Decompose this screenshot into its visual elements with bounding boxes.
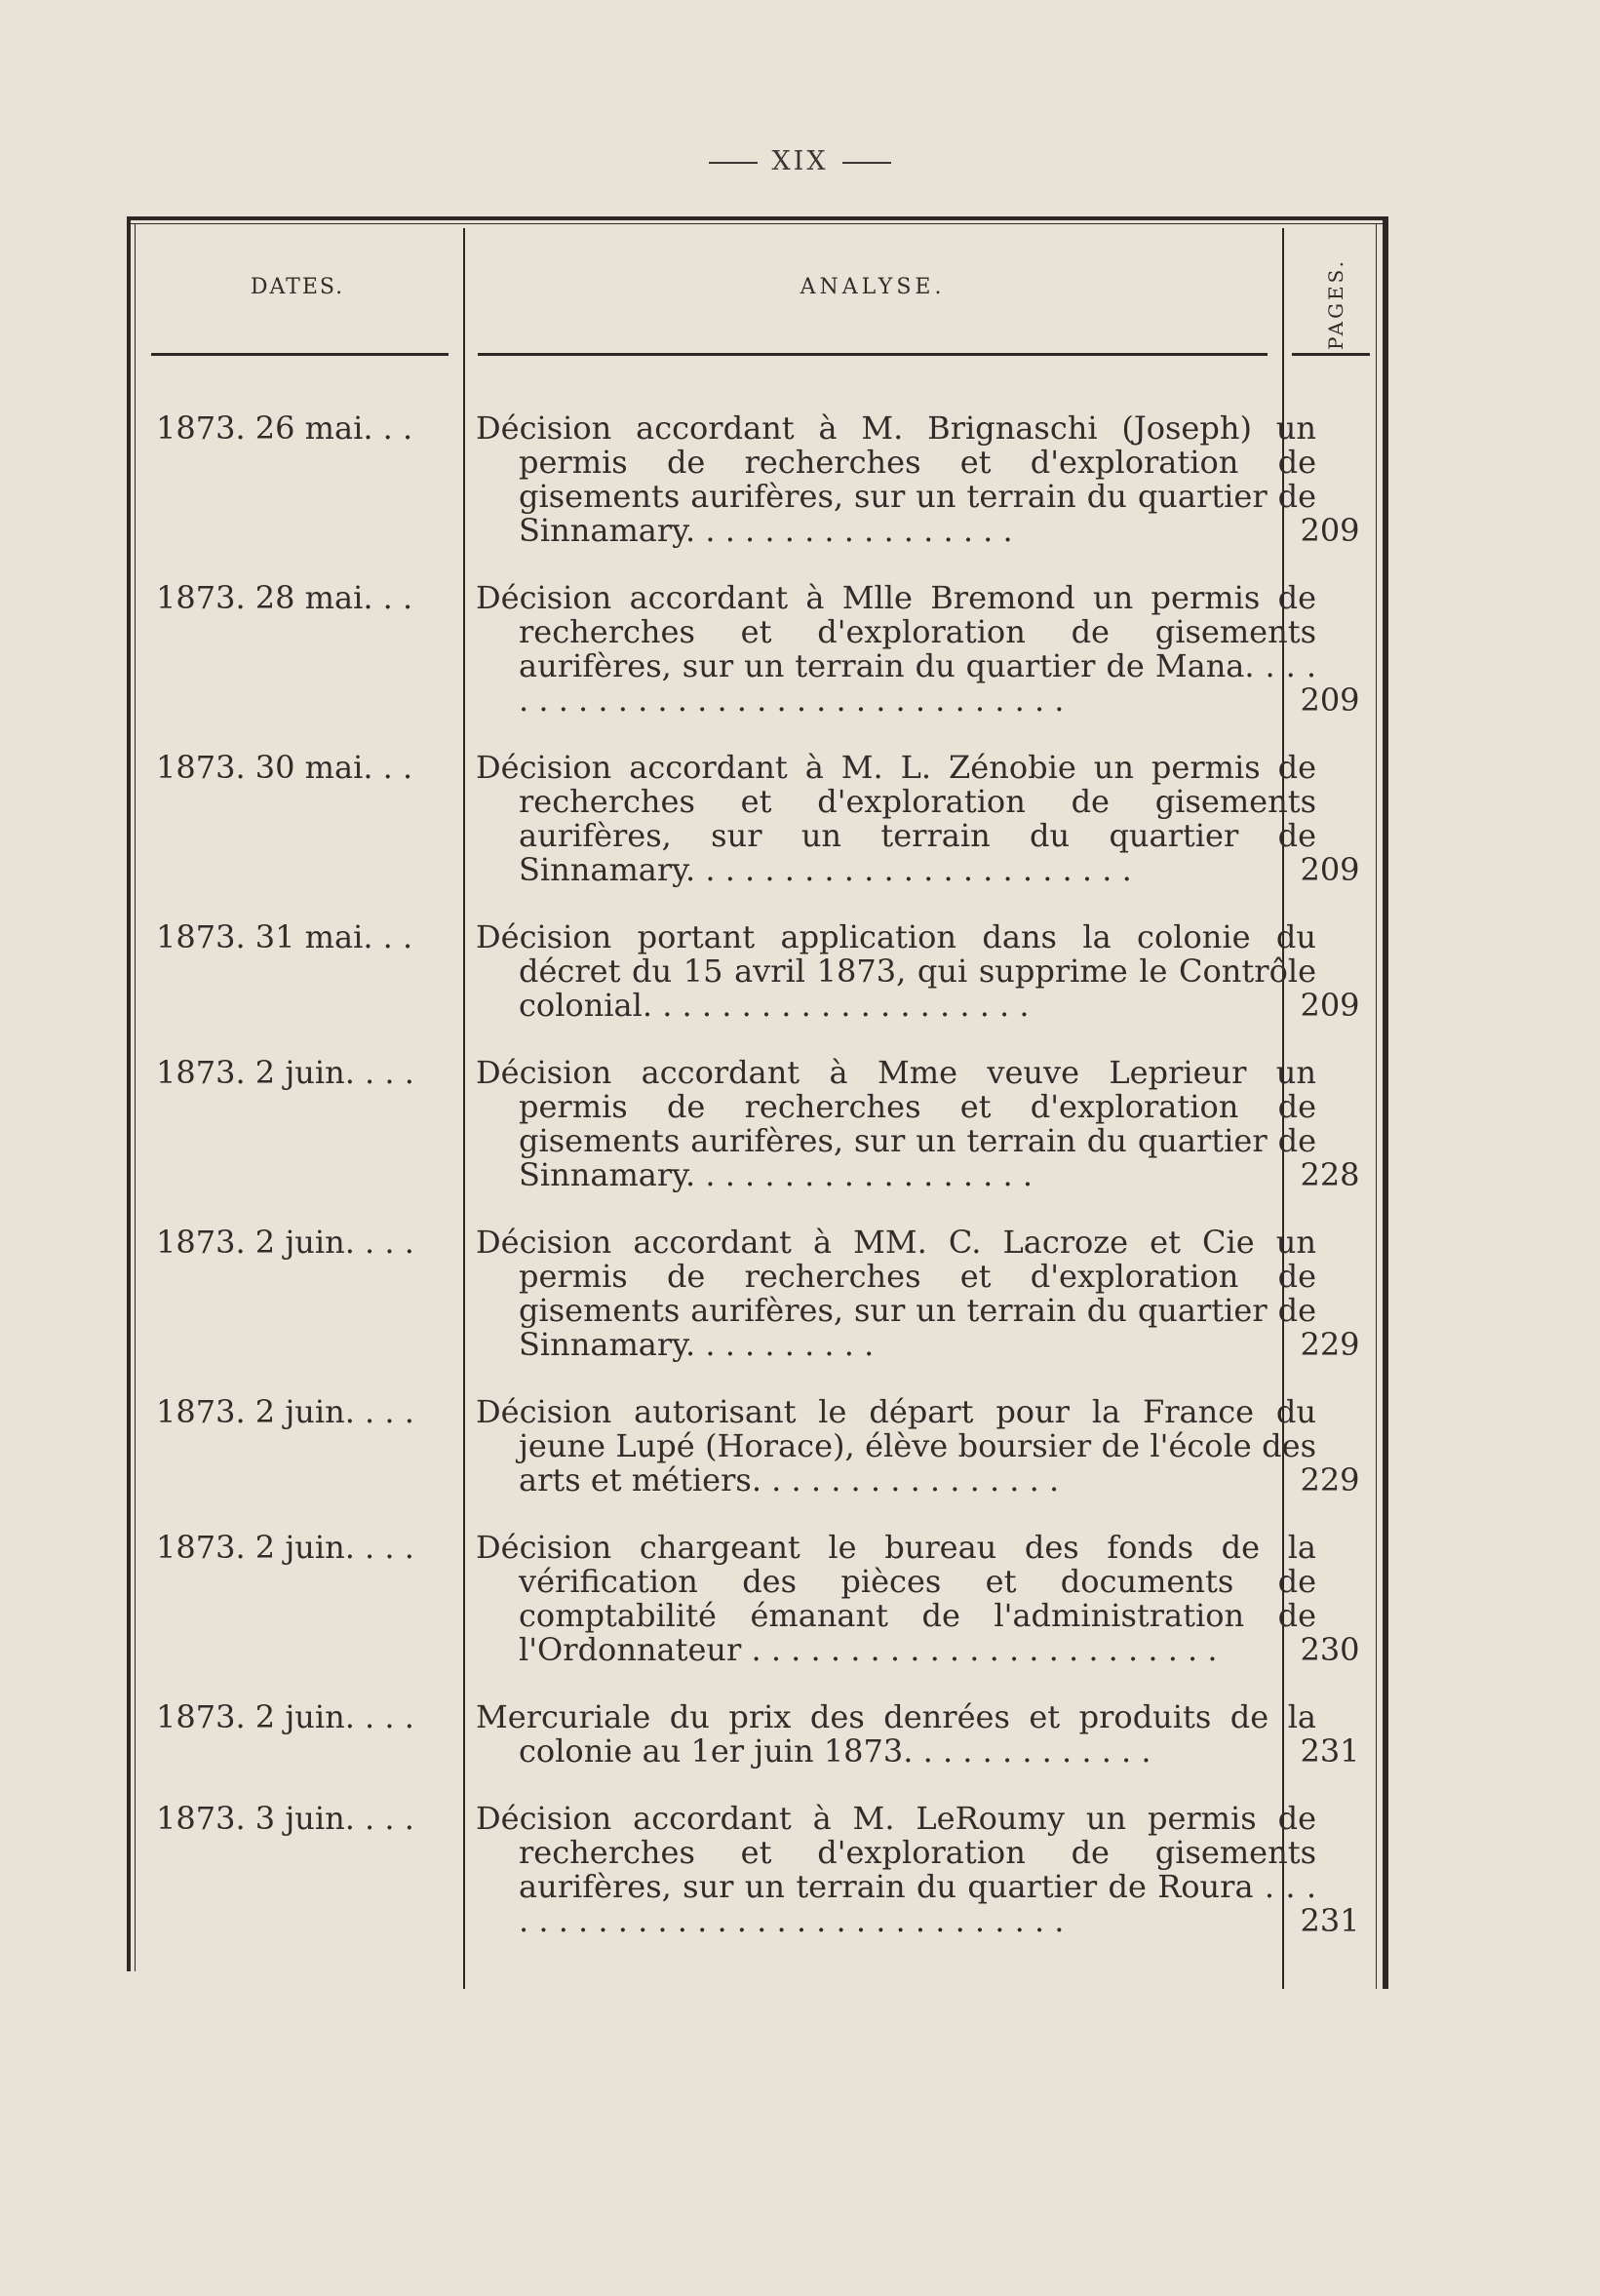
entry-analyse: Décision accordant à M. Brignaschi (Joseph) un permis de recherches et d'exploration de gisements aurifères, sur un terrain du quartier de Sinnamary. . . . . . . . . . . . . . . . . — [476, 409, 1316, 549]
entry-date: 1873. 26 mai. . . — [156, 409, 413, 447]
entry-analyse: Décision accordant à M. L. Zénobie un permis de recherches et d'exploration de gisements aurifères, sur un terrain du quartier de Sinnamary. . . . . . . . . . . . . . . . . . . . . . . — [476, 749, 1316, 888]
column-header-dates: DATES. — [250, 275, 345, 299]
entry-date: 1873. 2 juin. . . . — [156, 1054, 414, 1091]
header-dash-left — [709, 162, 758, 164]
table-row — [127, 1531, 1388, 1667]
entry-page: 209 — [1300, 681, 1360, 719]
entry-analyse: Décision autorisant le départ pour la France du jeune Lupé (Horace), élève boursier de l'école des arts et métiers. . . . . . . . . . . . . . . . — [476, 1393, 1316, 1498]
entry-page: 229 — [1300, 1461, 1360, 1498]
entry-page: 209 — [1300, 851, 1360, 888]
entry-date: 1873. 2 juin. . . . — [156, 1393, 414, 1430]
entry-date: 1873. 3 juin. . . . — [156, 1800, 414, 1837]
entry-analyse: Décision accordant à Mlle Bremond un permis de recherches et d'exploration de gisements aurifères, sur un terrain du quartier de Mana. . . . . . . . . . . . . . . . . . . . . . . . . . . . . . . . — [476, 579, 1316, 719]
entry-date: 1873. 2 juin. . . . — [156, 1224, 414, 1261]
column-header-pages-cell — [1321, 246, 1350, 363]
entry-page: 231 — [1300, 1902, 1360, 1939]
entry-date: 1873. 2 juin. . . . — [156, 1698, 414, 1735]
entry-page: 209 — [1300, 512, 1360, 549]
table-row — [127, 1802, 1388, 1938]
table-top-rule — [127, 216, 1388, 224]
entry-date: 1873. 28 mai. . . — [156, 579, 413, 616]
entry-date: 1873. 2 juin. . . . — [156, 1529, 414, 1566]
entry-analyse: Décision accordant à MM. C. Lacroze et Cie un permis de recherches et d'exploration de gisements aurifères, sur un terrain du quartier de Sinnamary. . . . . . . . . . — [476, 1224, 1316, 1363]
table-row — [127, 1395, 1388, 1498]
page-number: XIX — [771, 146, 829, 176]
column-header-analyse: ANALYSE. — [800, 275, 946, 299]
header-underline-dates — [151, 353, 449, 356]
column-header-pages: PAGES. — [1324, 258, 1347, 350]
header-dash-right — [842, 162, 891, 164]
table-row — [127, 1226, 1388, 1362]
table-row — [127, 581, 1388, 718]
header-underline-analyse — [478, 353, 1268, 356]
entry-page: 228 — [1300, 1156, 1360, 1193]
entry-page: 231 — [1300, 1732, 1360, 1770]
table-row — [127, 751, 1388, 887]
entry-analyse: Décision accordant à Mme veuve Leprieur un permis de recherches et d'exploration de gisements aurifères, sur un terrain du quartier de Sinnamary. . . . . . . . . . . . . . . . . . — [476, 1054, 1316, 1193]
header-underline-pages — [1292, 353, 1370, 356]
entry-date: 1873. 31 mai. . . — [156, 918, 413, 955]
entry-analyse: Décision chargeant le bureau des fonds de la vérification des pièces et documents de comptabilité émanant de l'administration de l'Ordonnateur . . . . . . . . . . . . . . . . . . . . . . . . — [476, 1529, 1316, 1668]
page-number-header — [0, 146, 1600, 176]
entry-page: 229 — [1300, 1326, 1360, 1363]
entry-date: 1873. 30 mai. . . — [156, 749, 413, 786]
entry-list — [127, 411, 1388, 1971]
table-row — [127, 411, 1388, 548]
index-table — [127, 216, 1388, 1989]
entry-analyse: Mercuriale du prix des denrées et produits de la colonie au 1er juin 1873. . . . . . . . . . . . . — [476, 1698, 1316, 1770]
table-row — [127, 1700, 1388, 1769]
entry-page: 209 — [1300, 987, 1360, 1024]
entry-page: 230 — [1300, 1631, 1360, 1668]
entry-analyse: Décision portant application dans la colonie du décret du 15 avril 1873, qui supprime le Contrôle colonial. . . . . . . . . . . . . . . . . . . . — [476, 918, 1316, 1024]
entry-analyse: Décision accordant à M. LeRoumy un permis de recherches et d'exploration de gisements aurifères, sur un terrain du quartier de Roura . . . . . . . . . . . . . . . . . . . . . . . . . . . . . . . — [476, 1800, 1316, 1939]
table-row — [127, 1056, 1388, 1192]
table-row — [127, 920, 1388, 1023]
